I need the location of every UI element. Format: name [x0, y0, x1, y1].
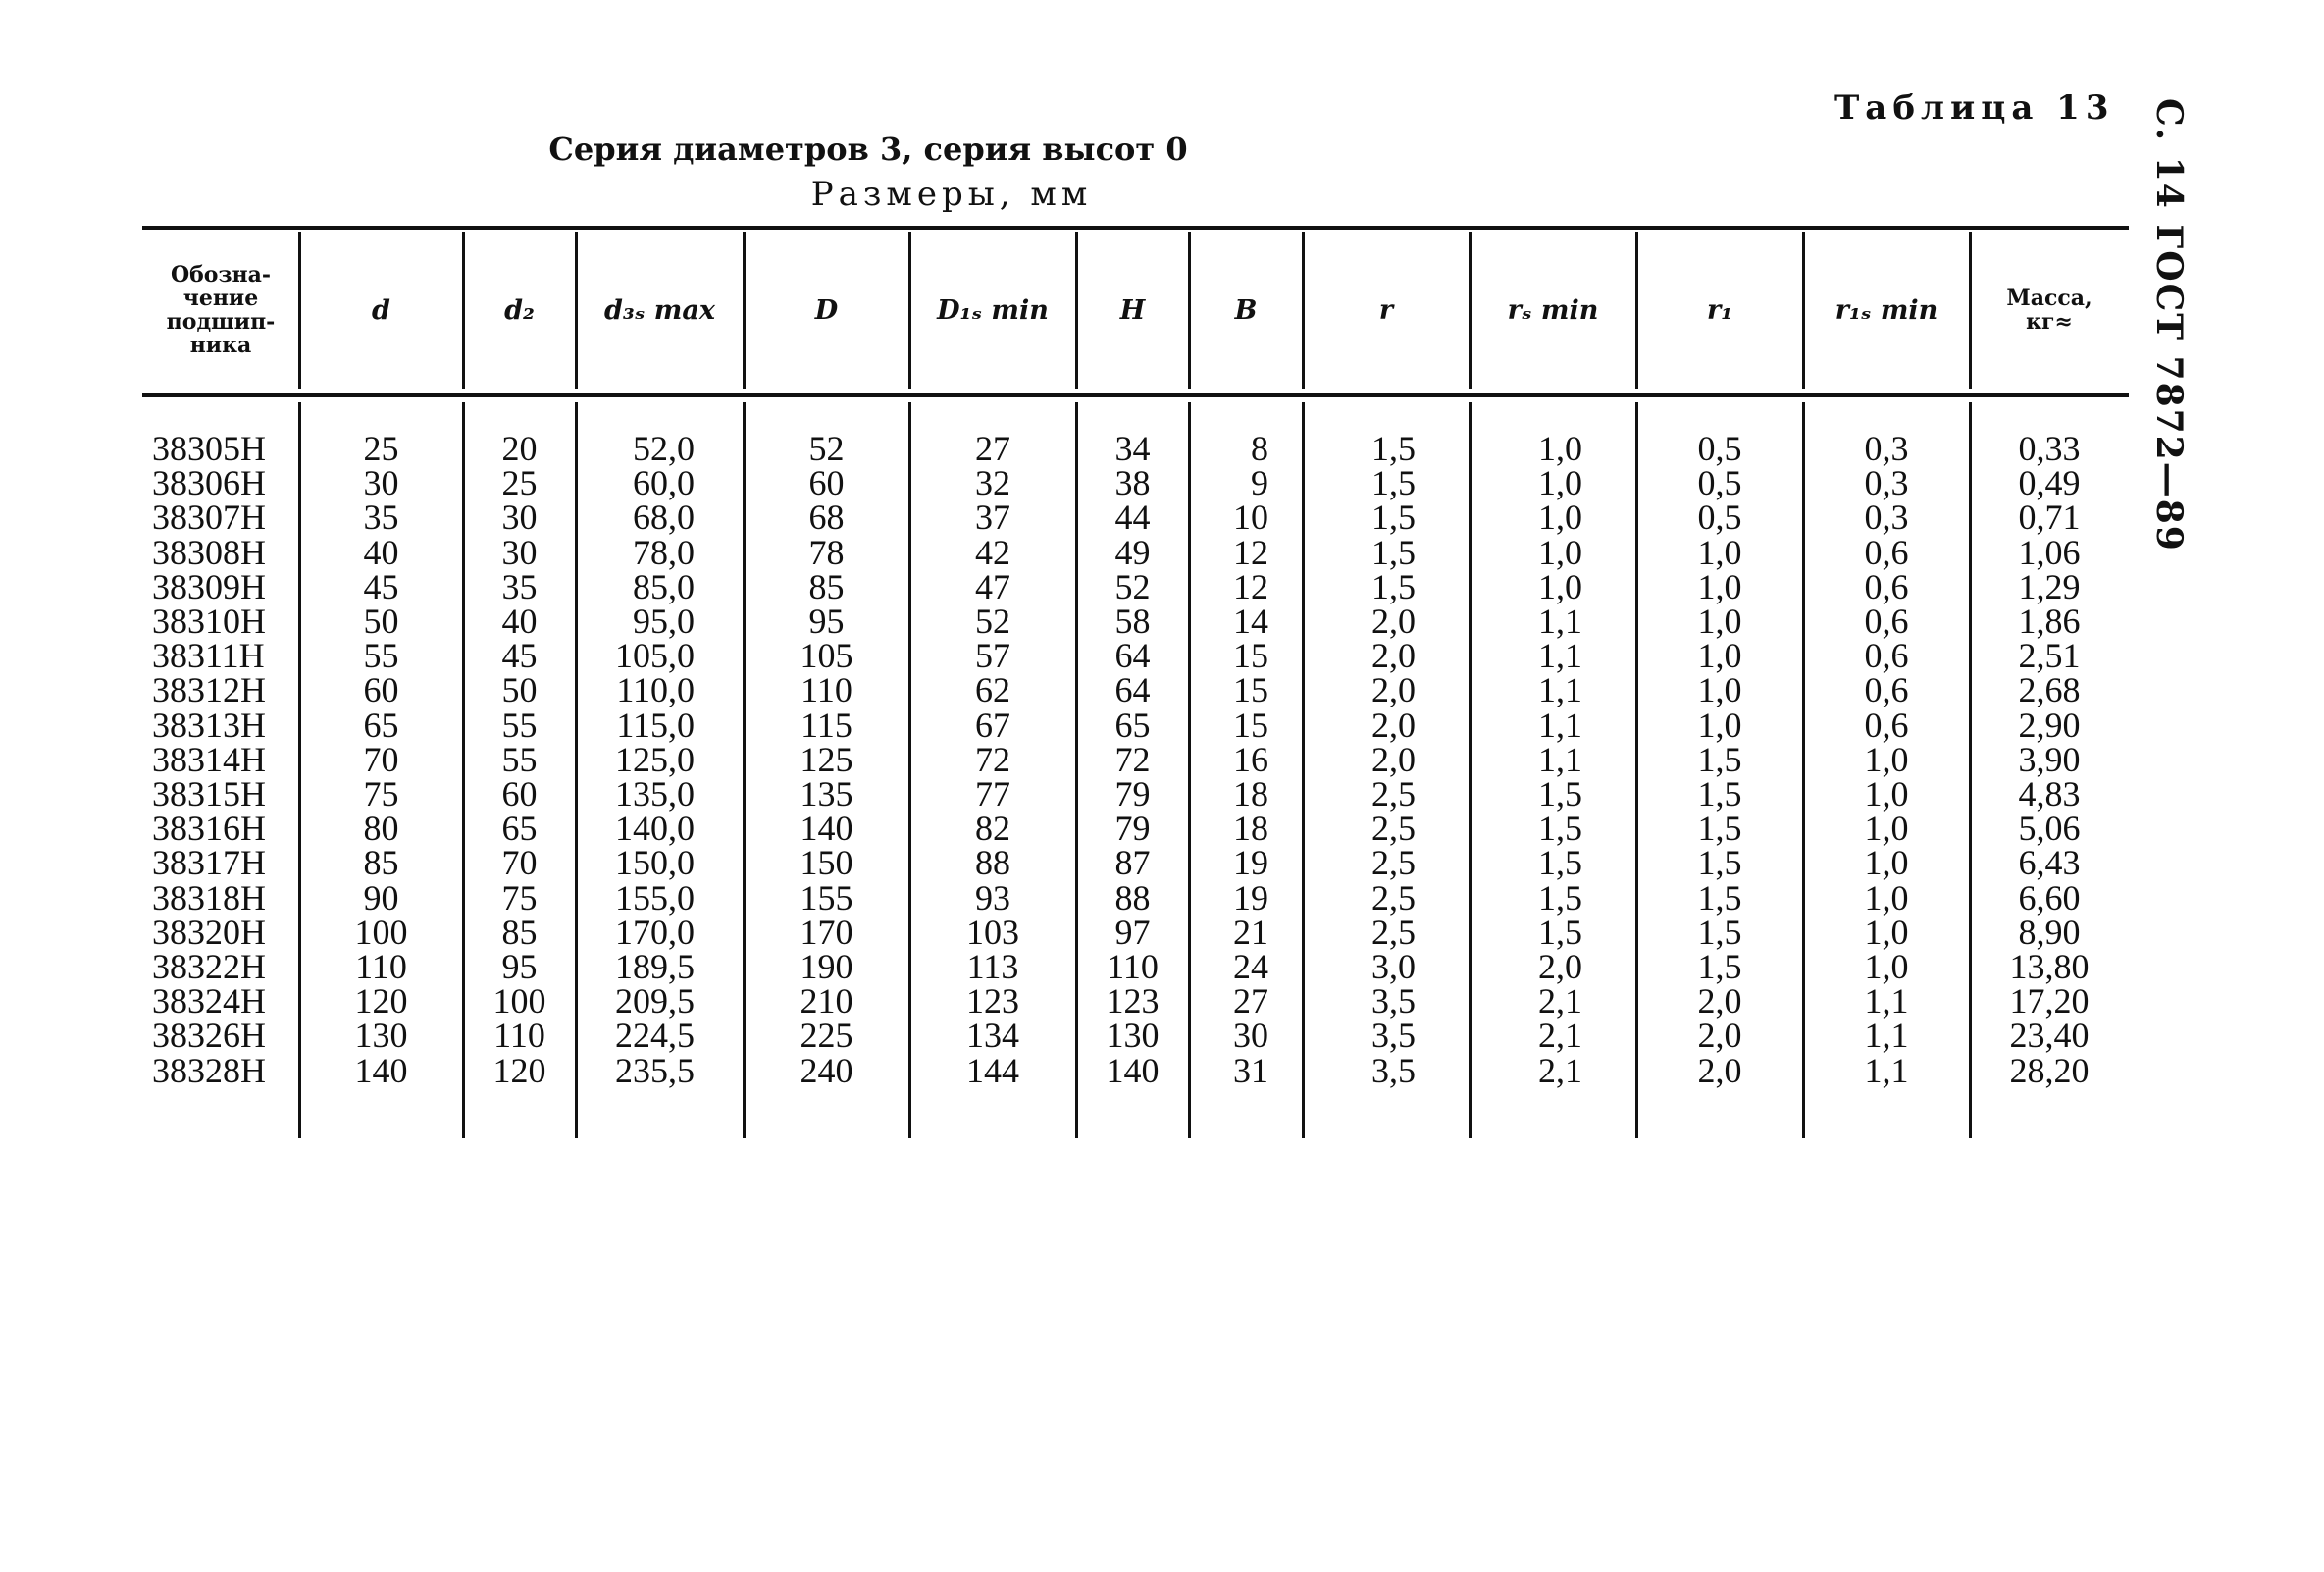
table-cell-mass: 8,90 [2018, 913, 2081, 952]
table-cell-b: 24 [1233, 947, 1268, 986]
column-header-designation: Обозна- чение подшип- ника [166, 262, 276, 358]
table-cell-d: 45 [363, 567, 399, 606]
table-cell-d: 25 [363, 429, 399, 468]
table-cell-d: 155 [800, 878, 853, 917]
bearing-designation-cell: 38320Н [152, 913, 266, 952]
table-cell-r1s-min: 1,1 [1864, 1051, 1909, 1090]
bearing-designation-cell: 38328Н [152, 1051, 266, 1090]
table-cell-d: 190 [800, 947, 853, 986]
table-cell-d3s-max: 60,0 [633, 463, 695, 502]
bearing-designation-cell: 38324Н [152, 981, 266, 1021]
column-header-h: H [1119, 294, 1146, 326]
column-header-b: B [1234, 294, 1258, 326]
table-cell-r: 2,0 [1371, 706, 1416, 745]
table-cell-r1: 1,0 [1697, 706, 1742, 745]
table-cell-rs-min: 1,5 [1538, 878, 1582, 917]
bearing-designation-cell: 38312Н [152, 670, 266, 709]
table-cell-d: 105 [800, 636, 853, 675]
table-cell-d3s-max: 78,0 [633, 533, 695, 572]
bearing-designation-cell: 38311Н [152, 636, 265, 675]
table-cell-rs-min: 1,1 [1538, 706, 1582, 745]
table-cell-d1s-min: 103 [966, 913, 1019, 952]
table-cell-b: 15 [1233, 670, 1268, 709]
table-cell-r1s-min: 1,1 [1864, 981, 1909, 1021]
table-cell-b: 19 [1233, 878, 1268, 917]
table-cell-d2: 60 [501, 774, 538, 813]
table-cell-d1s-min: 134 [966, 1016, 1019, 1055]
table-cell-d: 35 [363, 498, 399, 537]
bearing-designation-cell: 38316Н [152, 809, 266, 848]
table-cell-b: 10 [1233, 498, 1268, 537]
table-cell-d1s-min: 27 [975, 429, 1010, 468]
table-cell-d3s-max: 68,0 [633, 498, 695, 537]
table-cell-h: 130 [1106, 1016, 1160, 1055]
table-cell-d2: 110 [493, 1016, 545, 1055]
table-cell-r1s-min: 1,0 [1864, 843, 1909, 882]
table-cell-d3s-max: 140,0 [615, 809, 695, 848]
table-cell-mass: 6,43 [2018, 843, 2081, 882]
bearing-designation-cell: 38310Н [152, 602, 266, 641]
table-cell-d1s-min: 77 [975, 774, 1010, 813]
table-cell-d2: 20 [501, 429, 538, 468]
table-cell-r1s-min: 1,0 [1864, 947, 1909, 986]
table-cell-h: 97 [1114, 913, 1151, 952]
table-cell-d: 135 [800, 774, 853, 813]
table-cell-b: 8 [1251, 429, 1268, 468]
table-cell-h: 88 [1114, 878, 1151, 917]
table-cell-mass: 0,49 [2018, 463, 2081, 502]
table-cell-d1s-min: 42 [975, 533, 1010, 572]
table-cell-d3s-max: 209,5 [615, 981, 695, 1021]
table-cell-r: 2,5 [1371, 774, 1416, 813]
table-cell-mass: 6,60 [2018, 878, 2081, 917]
column-header-r1s-min: r₁ₛ min [1834, 294, 1938, 326]
table-cell-d3s-max: 224,5 [615, 1016, 695, 1055]
table-cell-r: 3,5 [1371, 1051, 1416, 1090]
bearing-designation-cell: 38326Н [152, 1016, 266, 1055]
table-cell-d3s-max: 95,0 [633, 602, 695, 641]
table-cell-h: 34 [1114, 429, 1151, 468]
table-cell-rs-min: 1,5 [1538, 913, 1582, 952]
bearing-designation-cell: 38318Н [152, 878, 266, 917]
table-cell-mass: 1,86 [2018, 602, 2081, 641]
table-cell-d: 115 [800, 706, 852, 745]
table-cell-r1s-min: 0,3 [1864, 429, 1909, 468]
table-cell-h: 52 [1114, 567, 1151, 606]
table-cell-r: 3,0 [1371, 947, 1416, 986]
table-cell-mass: 28,20 [2009, 1051, 2090, 1090]
table-cell-d2: 100 [492, 981, 546, 1021]
table-cell-r1s-min: 1,0 [1864, 913, 1909, 952]
table-cell-rs-min: 1,5 [1538, 774, 1582, 813]
table-cell-h: 87 [1114, 843, 1151, 882]
table-cell-d: 85 [808, 567, 845, 606]
table-cell-r1s-min: 0,6 [1864, 533, 1909, 572]
table-cell-d3s-max: 110,0 [616, 670, 695, 709]
column-header-r1: r₁ [1706, 294, 1733, 326]
table-cell-b: 9 [1251, 463, 1268, 502]
table-cell-d: 150 [800, 843, 853, 882]
table-cell-mass: 3,90 [2018, 740, 2081, 779]
table-cell-r: 2,5 [1371, 913, 1416, 952]
table-cell-r: 1,5 [1371, 498, 1416, 537]
table-cell-d3s-max: 105,0 [615, 636, 695, 675]
table-cell-b: 21 [1233, 913, 1268, 952]
table-cell-mass: 2,90 [2018, 706, 2081, 745]
table-number-label: Таблица 13 [1834, 88, 2115, 128]
table-cell-rs-min: 1,1 [1538, 740, 1582, 779]
table-cell-d3s-max: 52,0 [633, 429, 695, 468]
table-cell-r1: 1,5 [1697, 913, 1742, 952]
table-cell-b: 27 [1233, 981, 1268, 1021]
table-cell-d: 100 [354, 913, 408, 952]
table-cell-h: 38 [1114, 463, 1151, 502]
table-cell-d1s-min: 47 [975, 567, 1010, 606]
table-cell-d: 125 [800, 740, 853, 779]
table-cell-d2: 55 [501, 740, 538, 779]
table-cell-r1: 1,5 [1697, 843, 1742, 882]
table-cell-r1: 0,5 [1697, 429, 1742, 468]
bearing-designation-cell: 38308Н [152, 533, 266, 572]
table-cell-r1: 2,0 [1697, 981, 1742, 1021]
table-cell-d: 55 [363, 636, 399, 675]
table-cell-rs-min: 1,1 [1538, 636, 1582, 675]
table-cell-h: 79 [1114, 809, 1151, 848]
table-cell-r: 2,5 [1371, 843, 1416, 882]
table-cell-h: 140 [1106, 1051, 1160, 1090]
table-cell-d1s-min: 123 [966, 981, 1019, 1021]
table-cell-b: 15 [1233, 636, 1268, 675]
table-cell-d3s-max: 170,0 [615, 913, 695, 952]
table-cell-r: 2,0 [1371, 636, 1416, 675]
table-cell-mass: 5,06 [2018, 809, 2081, 848]
table-cell-h: 64 [1114, 636, 1151, 675]
table-cell-r: 1,5 [1371, 463, 1416, 502]
column-header-d1s-min: D₁ₛ min [937, 294, 1049, 326]
table-cell-h: 44 [1114, 498, 1151, 537]
table-cell-h: 58 [1114, 602, 1151, 641]
table-cell-d: 60 [363, 670, 399, 709]
table-cell-rs-min: 1,0 [1538, 533, 1582, 572]
table-cell-b: 12 [1233, 533, 1268, 572]
column-header-d3s-max: d₃ₛ max [604, 294, 715, 326]
table-cell-d3s-max: 135,0 [615, 774, 695, 813]
table-cell-r1s-min: 1,0 [1864, 740, 1909, 779]
table-cell-rs-min: 1,0 [1538, 463, 1582, 502]
table-cell-r: 2,0 [1371, 602, 1416, 641]
table-cell-r1: 1,5 [1697, 947, 1742, 986]
table-cell-d2: 95 [501, 947, 538, 986]
table-cell-rs-min: 2,1 [1538, 1016, 1582, 1055]
table-cell-r1: 1,0 [1697, 567, 1742, 606]
table-cell-d1s-min: 67 [975, 706, 1010, 745]
table-top-rule [142, 226, 2129, 230]
page-running-header: С. 14 ГОСТ 7872—89 [2148, 98, 2190, 552]
table-cell-r: 1,5 [1371, 567, 1416, 606]
table-cell-d: 68 [808, 498, 845, 537]
table-cell-rs-min: 2,1 [1538, 1051, 1582, 1090]
column-header-d: d [372, 294, 390, 326]
bearing-designation-cell: 38313Н [152, 706, 266, 745]
table-cell-r1s-min: 1,1 [1864, 1016, 1909, 1055]
table-cell-h: 65 [1114, 706, 1151, 745]
table-cell-d2: 40 [501, 602, 538, 641]
table-cell-d: 40 [363, 533, 399, 572]
table-cell-d1s-min: 57 [975, 636, 1010, 675]
table-cell-mass: 2,51 [2018, 636, 2081, 675]
table-cell-d2: 85 [501, 913, 538, 952]
table-cell-mass: 4,83 [2018, 774, 2081, 813]
table-cell-d1s-min: 37 [975, 498, 1010, 537]
table-cell-d2: 45 [501, 636, 538, 675]
table-cell-d: 210 [800, 981, 853, 1021]
table-cell-d2: 70 [501, 843, 538, 882]
table-cell-h: 123 [1106, 981, 1160, 1021]
table-cell-r1s-min: 0,6 [1864, 602, 1909, 641]
table-cell-b: 14 [1233, 602, 1268, 641]
table-cell-d2: 25 [501, 463, 538, 502]
table-cell-b: 12 [1233, 567, 1268, 606]
bearing-designation-cell: 38309Н [152, 567, 266, 606]
table-cell-d2: 50 [501, 670, 538, 709]
table-cell-d3s-max: 150,0 [615, 843, 695, 882]
table-cell-r1: 1,5 [1697, 878, 1742, 917]
table-cell-d1s-min: 32 [975, 463, 1010, 502]
table-cell-mass: 17,20 [2009, 981, 2090, 1021]
table-cell-r: 3,5 [1371, 981, 1416, 1021]
table-cell-d2: 65 [501, 809, 538, 848]
table-cell-rs-min: 1,1 [1538, 670, 1582, 709]
table-cell-d: 225 [800, 1016, 853, 1055]
table-cell-r1s-min: 1,0 [1864, 809, 1909, 848]
table-cell-r: 1,5 [1371, 429, 1416, 468]
table-cell-r1s-min: 1,0 [1864, 878, 1909, 917]
table-cell-d3s-max: 125,0 [615, 740, 695, 779]
table-cell-rs-min: 1,5 [1538, 843, 1582, 882]
table-cell-r1: 0,5 [1697, 498, 1742, 537]
header-bottom-rule [142, 393, 2129, 397]
bearing-designation-cell: 38322Н [152, 947, 266, 986]
table-cell-h: 72 [1114, 740, 1151, 779]
table-cell-rs-min: 1,5 [1538, 809, 1582, 848]
table-cell-mass: 1,06 [2018, 533, 2081, 572]
table-cell-d2: 35 [501, 567, 538, 606]
bearing-designation-cell: 38317Н [152, 843, 266, 882]
table-cell-mass: 2,68 [2018, 670, 2081, 709]
table-cell-d: 75 [363, 774, 399, 813]
table-cell-d: 60 [808, 463, 845, 502]
table-cell-rs-min: 1,0 [1538, 567, 1582, 606]
table-cell-d: 120 [354, 981, 408, 1021]
table-cell-d: 95 [808, 602, 845, 641]
table-cell-h: 79 [1114, 774, 1151, 813]
table-cell-d: 70 [363, 740, 399, 779]
table-cell-d: 140 [800, 809, 853, 848]
table-cell-b: 15 [1233, 706, 1268, 745]
column-header-r: r [1378, 294, 1394, 326]
table-cell-d: 85 [363, 843, 399, 882]
table-cell-h: 64 [1114, 670, 1151, 709]
table-subtitle: Размеры, мм [810, 175, 1093, 214]
table-cell-mass: 0,33 [2018, 429, 2081, 468]
table-cell-r1s-min: 0,6 [1864, 636, 1909, 675]
column-header-d2: d₂ [504, 294, 535, 326]
table-cell-r1: 0,5 [1697, 463, 1742, 502]
table-cell-h: 49 [1114, 533, 1151, 572]
table-cell-r1s-min: 0,6 [1864, 670, 1909, 709]
bearing-designation-cell: 38306Н [152, 463, 266, 502]
table-cell-d2: 75 [501, 878, 538, 917]
table-cell-d: 140 [354, 1051, 408, 1090]
table-cell-d2: 30 [501, 498, 538, 537]
bearing-designation-cell: 38315Н [152, 774, 266, 813]
table-cell-rs-min: 2,0 [1538, 947, 1582, 986]
column-header-mass: Масса, кг≈ [2006, 286, 2092, 335]
table-cell-d: 90 [363, 878, 399, 917]
table-cell-r1s-min: 0,6 [1864, 706, 1909, 745]
table-cell-d: 78 [808, 533, 845, 572]
table-cell-d: 110 [355, 947, 407, 986]
table-cell-d: 130 [354, 1016, 408, 1055]
table-cell-rs-min: 1,0 [1538, 429, 1582, 468]
column-header-rs-min: rₛ min [1507, 294, 1599, 326]
table-cell-mass: 1,29 [2018, 567, 2081, 606]
table-cell-h: 110 [1107, 947, 1159, 986]
table-cell-rs-min: 1,1 [1538, 602, 1582, 641]
table-cell-d3s-max: 189,5 [615, 947, 695, 986]
table-cell-r1: 1,5 [1697, 809, 1742, 848]
table-cell-r1: 1,5 [1697, 774, 1742, 813]
table-cell-r: 1,5 [1371, 533, 1416, 572]
table-cell-d2: 30 [501, 533, 538, 572]
table-cell-d: 170 [800, 913, 853, 952]
table-cell-b: 18 [1233, 774, 1268, 813]
table-cell-d: 80 [363, 809, 399, 848]
table-cell-d1s-min: 93 [975, 878, 1010, 917]
table-cell-d1s-min: 62 [975, 670, 1010, 709]
table-cell-d: 65 [363, 706, 399, 745]
table-cell-r: 3,5 [1371, 1016, 1416, 1055]
table-cell-d: 110 [800, 670, 852, 709]
table-cell-r1s-min: 1,0 [1864, 774, 1909, 813]
table-cell-mass: 23,40 [2009, 1016, 2090, 1055]
table-cell-rs-min: 1,0 [1538, 498, 1582, 537]
table-cell-d3s-max: 115,0 [616, 706, 695, 745]
table-cell-d: 30 [363, 463, 399, 502]
table-cell-d3s-max: 235,5 [615, 1051, 695, 1090]
table-cell-r1: 1,0 [1697, 602, 1742, 641]
table-cell-r: 2,0 [1371, 670, 1416, 709]
table-cell-r1: 1,0 [1697, 533, 1742, 572]
bearing-designation-cell: 38305Н [152, 429, 266, 468]
table-cell-d: 50 [363, 602, 399, 641]
table-cell-b: 16 [1233, 740, 1268, 779]
table-cell-mass: 0,71 [2018, 498, 2081, 537]
table-cell-b: 30 [1233, 1016, 1268, 1055]
table-cell-r1s-min: 0,3 [1864, 463, 1909, 502]
table-cell-r1s-min: 0,6 [1864, 567, 1909, 606]
table-cell-d3s-max: 155,0 [615, 878, 695, 917]
bearing-designation-cell: 38307Н [152, 498, 266, 537]
table-cell-r: 2,5 [1371, 878, 1416, 917]
table-cell-d: 240 [800, 1051, 853, 1090]
table-cell-r1: 1,5 [1697, 740, 1742, 779]
table-cell-d2: 55 [501, 706, 538, 745]
table-cell-mass: 13,80 [2009, 947, 2090, 986]
table-cell-rs-min: 2,1 [1538, 981, 1582, 1021]
table-cell-r1: 2,0 [1697, 1051, 1742, 1090]
table-cell-r: 2,5 [1371, 809, 1416, 848]
table-cell-b: 18 [1233, 809, 1268, 848]
table-cell-d1s-min: 52 [975, 602, 1010, 641]
table-cell-d1s-min: 88 [975, 843, 1010, 882]
table-cell-b: 31 [1233, 1051, 1268, 1090]
bearing-designation-cell: 38314Н [152, 740, 266, 779]
table-cell-r1s-min: 0,3 [1864, 498, 1909, 537]
table-cell-r1: 1,0 [1697, 636, 1742, 675]
table-title: Серия диаметров 3, серия высот 0 [548, 131, 1188, 168]
column-header-d: D [814, 294, 839, 326]
table-cell-b: 19 [1233, 843, 1268, 882]
table-cell-d1s-min: 144 [966, 1051, 1019, 1090]
table-cell-d: 52 [808, 429, 845, 468]
table-cell-d1s-min: 82 [975, 809, 1010, 848]
table-cell-r: 2,0 [1371, 740, 1416, 779]
table-cell-d1s-min: 72 [975, 740, 1010, 779]
table-cell-d3s-max: 85,0 [633, 567, 695, 606]
table-cell-d1s-min: 113 [966, 947, 1019, 986]
table-cell-r1: 2,0 [1697, 1016, 1742, 1055]
table-cell-d2: 120 [492, 1051, 546, 1090]
table-cell-r1: 1,0 [1697, 670, 1742, 709]
